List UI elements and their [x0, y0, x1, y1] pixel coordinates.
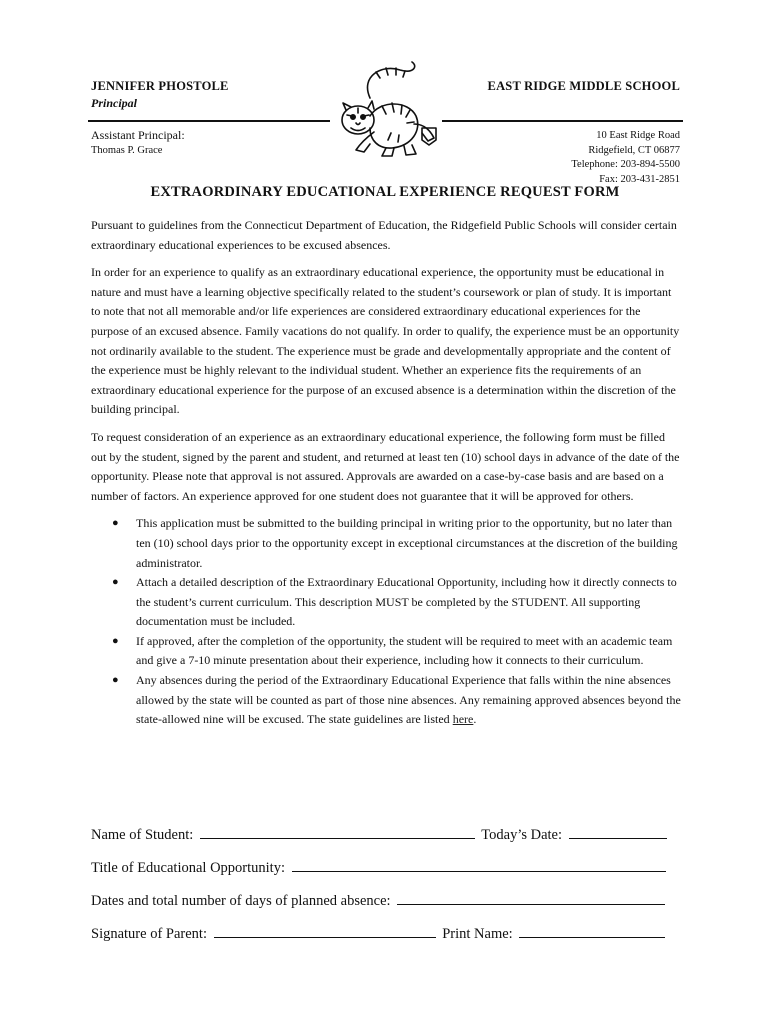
assistant-principal-name: Thomas P. Grace	[91, 145, 163, 156]
todays-date-label: Today’s Date:	[481, 827, 563, 843]
bullet-icon: ●	[112, 576, 119, 589]
list-item: ● Any absences during the period of the Extraordinary Educational Experience that falls within the nine absences allowed by the state will be counted as part of those nine absences. Any remaining approved absences beyond the state-allowed nine will be excused. The state guidelines are listed here.	[112, 673, 681, 727]
telephone: Telephone: 203-894-5500	[571, 159, 680, 171]
request-paragraph: To request consideration of an experience as an extraordinary educational experience, the following form must be filled out by the student, signed by the parent and student, and returned at least ten (10) school days in advance of the date of the opportunity. Please note that approval is not assured. Approvals are awarded on a case-by-case basis and are based on a number of factors. An experience approved for one student does not guarantee that it will be approved for others.	[91, 429, 680, 503]
list-item: ● Attach a detailed description of the Extraordinary Educational Opportunity, including how it directly connects to the student’s current curriculum. This description MUST be completed by the STUDENT. All supporting documentation must be included.	[112, 575, 677, 629]
opportunity-title-row	[91, 856, 691, 889]
school-address	[571, 129, 680, 187]
parent-signature-field[interactable]	[214, 923, 436, 938]
bullet-icon: ●	[112, 634, 119, 647]
student-name-label: Name of Student:	[91, 827, 194, 843]
form-title: EXTRAORDINARY EDUCATIONAL EXPERIENCE REQUEST FORM	[150, 184, 620, 200]
principal-name: JENNIFER PHOSTOLE	[91, 79, 229, 93]
list-item: ● If approved, after the completion of the opportunity, the student will be required to meet with an academic team and give a 7-10 minute presentation about their experience, including how it connects to their curriculum.	[112, 633, 673, 668]
header-divider-left	[88, 120, 330, 122]
state-guidelines-link[interactable]: here	[452, 712, 474, 727]
student-name-field[interactable]	[200, 824, 475, 839]
opportunity-title-field[interactable]	[292, 857, 666, 872]
opportunity-title-label: Title of Educational Opportunity:	[91, 860, 285, 876]
address-line2: Ridgefield, CT 06877	[588, 144, 680, 156]
fax: Fax: 203-431-2851	[599, 173, 680, 185]
assistant-principal-block	[91, 128, 185, 156]
form-body	[91, 216, 681, 730]
absence-dates-row	[91, 889, 691, 922]
bullet-icon: ●	[112, 517, 119, 530]
address-line1: 10 East Ridge Road	[596, 130, 680, 141]
intro-paragraph: Pursuant to guidelines from the Connecticut Department of Education, the Ridgefield Public Schools will consider certain extraordinary educational experiences to be excused absences.	[91, 218, 677, 252]
print-name-field[interactable]	[519, 923, 665, 938]
parent-signature-label: Signature of Parent:	[91, 926, 207, 942]
assistant-principal-label: Assistant Principal:	[91, 128, 185, 142]
bullet-icon: ●	[112, 674, 119, 687]
absence-dates-field[interactable]	[397, 890, 665, 905]
requirements-list	[91, 514, 681, 730]
school-name: EAST RIDGE MIDDLE SCHOOL	[487, 79, 680, 93]
tiger-mascot-icon	[330, 58, 442, 158]
parent-signature-row	[91, 922, 691, 955]
principal-block	[91, 79, 229, 111]
request-fields	[91, 823, 691, 955]
header-divider-right	[442, 120, 683, 122]
student-name-row	[91, 823, 691, 856]
qualification-paragraph: In order for an experience to qualify as an extraordinary educational experience, the opportunity must be educational in nature and must have a learning objective specifically related to the student’s coursework or plan of study. It is important to note that not all memorable and/or life experiences are considered extraordinary educational experiences for the purpose of an excused absence. Family vacations do not qualify. In order to qualify, the experience must be an opportunity not ordinarily available to the student. The experience must be grade and developmentally appropriate and the content of the experience must be highly relevant to the individual student. Whether an experience fits the requirements of an extraordinary educational experience for the purpose of an excused absence is a determination within the discretion of the building principal.	[91, 265, 680, 417]
absence-dates-label: Dates and total number of days of planned absence:	[91, 893, 391, 909]
print-name-label: Print Name:	[442, 926, 513, 942]
todays-date-field[interactable]	[569, 824, 667, 839]
list-item: ● This application must be submitted to the building principal in writing prior to the opportunity, but no later than ten (10) school days prior to the opportunity except in exceptional circumstances at the discretion of the building administrator.	[112, 516, 678, 570]
principal-title: Principal	[91, 96, 138, 110]
